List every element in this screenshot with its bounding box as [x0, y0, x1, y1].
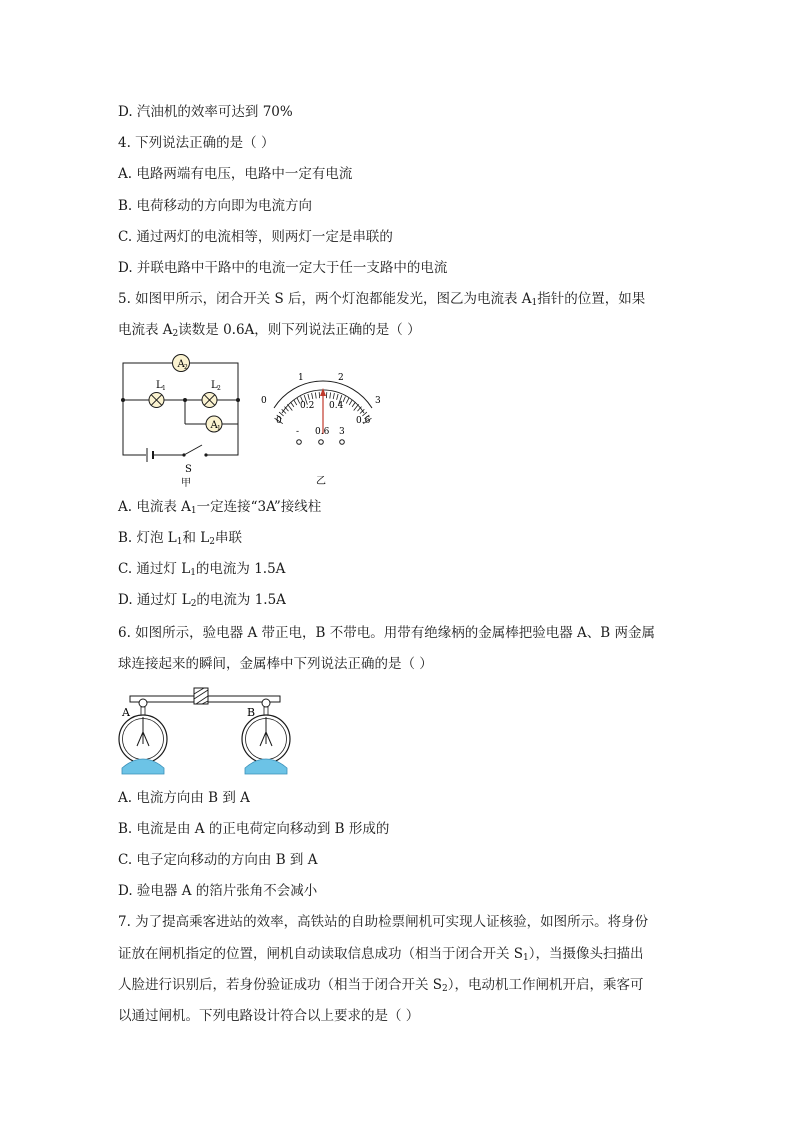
inner-tick-0: 0	[276, 416, 282, 426]
q6-stem-line1: 6. 如图所示，验电器 A 带正电，B 不带电。用带有绝缘柄的金属棒把验电器 A、B 两金属	[118, 625, 655, 641]
terminal-label-3: 3	[339, 427, 345, 437]
q6-figure-electroscopes	[112, 684, 302, 776]
dial-tick-mark	[346, 398, 349, 403]
q5-option-c: C. 通过灯 $L_1$的电流为 1.5A	[118, 561, 286, 578]
q6-stem-line2: 球连接起来的瞬间，金属棒中下列说法正确的是（ ）	[118, 656, 433, 672]
svg-text:L: L	[156, 380, 163, 391]
q6-option-d: D. 验电器 A 的箔片张角不会减小	[118, 883, 318, 899]
q5-figure-yi-dial	[256, 366, 388, 488]
q6-option-a: A. 电流方向由 B 到 A	[118, 790, 250, 806]
q5-option-d: D. 通过灯 $L_2$的电流为 1.5A	[118, 592, 286, 609]
q5-stem-line1: 5. 如图甲所示，闭合开关 S 后，两个灯泡都能发光，图乙为电流表 $A_1$指针的位置，如果	[118, 291, 646, 308]
dial-tick-mark	[312, 393, 313, 399]
svg-text:1: 1	[162, 385, 166, 392]
terminal-label-negative: -	[296, 427, 300, 437]
dial-tick-mark	[333, 393, 334, 399]
dial-tick-mark	[352, 402, 355, 407]
svg-text:2: 2	[184, 364, 188, 371]
q5-stem-line2: 电流表 $A_2$读数是 0.6A，则下列说法正确的是（ ）	[118, 322, 421, 339]
svg-text:A: A	[210, 420, 218, 431]
outer-tick-2: 2	[338, 373, 344, 383]
svg-text:1: 1	[217, 425, 221, 432]
insulating-handle	[194, 688, 208, 704]
q4-stem: 4. 下列说法正确的是（ ）	[118, 135, 275, 151]
q7-stem-line3: 人脸进行识别后，若身份验证成功（相当于闭合开关 $S_2$），电动机工作闸机开启，乘客可	[118, 977, 644, 994]
q7-stem-line4: 以通过闸机。下列电路设计符合以上要求的是（ ）	[118, 1008, 420, 1024]
outer-tick-0: 0	[261, 396, 267, 406]
outer-tick-1: 1	[298, 373, 304, 383]
q7-stem-line2: 证放在闸机指定的位置，闸机自动读取信息成功（相当于闭合开关 $S_1$），当摄像头扫描出	[118, 946, 644, 963]
dial-tick-mark	[291, 402, 294, 407]
terminal-3	[340, 440, 345, 445]
q5-option-a: A. 电流表 $A_1$一定连接“3A”接线柱	[118, 499, 322, 516]
figure-jia-label: 甲	[181, 478, 191, 488]
inner-tick-0-6: 0.6	[356, 416, 371, 426]
dial-tick-mark	[349, 400, 352, 405]
q4-option-b: B. 电荷移动的方向即为电流方向	[118, 198, 313, 214]
terminal-label-0-6: 0.6	[315, 427, 330, 437]
dial-tick-mark	[315, 393, 316, 399]
lamp-l2-symbol	[202, 380, 221, 408]
figure-yi-label: 乙	[316, 476, 326, 487]
q5-option-b: B. 灯泡 $L_1$和 $L_2$串联	[118, 530, 242, 547]
q6-option-b: B. 电流是由 A 的正电荷定向移动到 B 形成的	[118, 821, 390, 837]
q5-figure-jia-circuit	[114, 348, 249, 488]
dial-tick-mark	[330, 393, 331, 399]
q6-option-c: C. 电子定向移动的方向由 B 到 A	[118, 852, 318, 868]
electroscope-a-label: A	[122, 706, 130, 719]
ammeter-a1-symbol	[206, 416, 222, 432]
q4-option-c: C. 通过两灯的电流相等，则两灯一定是串联的	[118, 229, 393, 245]
dial-tick-mark	[337, 394, 339, 400]
inner-tick-0-2: 0.2	[300, 401, 315, 411]
terminal-0-6	[319, 440, 324, 445]
q4-option-a: A. 电路两端有电压，电路中一定有电流	[118, 166, 353, 182]
q4-option-d: D. 并联电路中干路中的电流一定大于任一支路中的电流	[118, 260, 448, 276]
inner-tick-0-4: 0.4	[329, 401, 344, 411]
svg-text:2: 2	[217, 385, 221, 392]
q7-stem-line1: 7. 为了提高乘客进站的效率，高铁站的自助检票闸机可实现人证核验，如图所示。将身份	[118, 914, 649, 930]
switch-label: S	[185, 464, 192, 475]
svg-text:A: A	[177, 359, 185, 370]
q3-option-d: D. 汽油机的效率可达到 70%	[118, 104, 293, 120]
electroscope-b-label: B	[247, 706, 256, 719]
terminal-negative	[297, 440, 302, 445]
outer-tick-3: 3	[375, 396, 381, 406]
lamp-l1-symbol	[149, 380, 166, 408]
dial-tick-mark	[294, 400, 297, 405]
dial-tick-mark	[308, 394, 310, 400]
svg-text:L: L	[211, 380, 218, 391]
ammeter-a2-symbol	[173, 355, 190, 372]
dial-pointer-head	[320, 388, 326, 396]
dial-tick-mark	[343, 397, 345, 403]
